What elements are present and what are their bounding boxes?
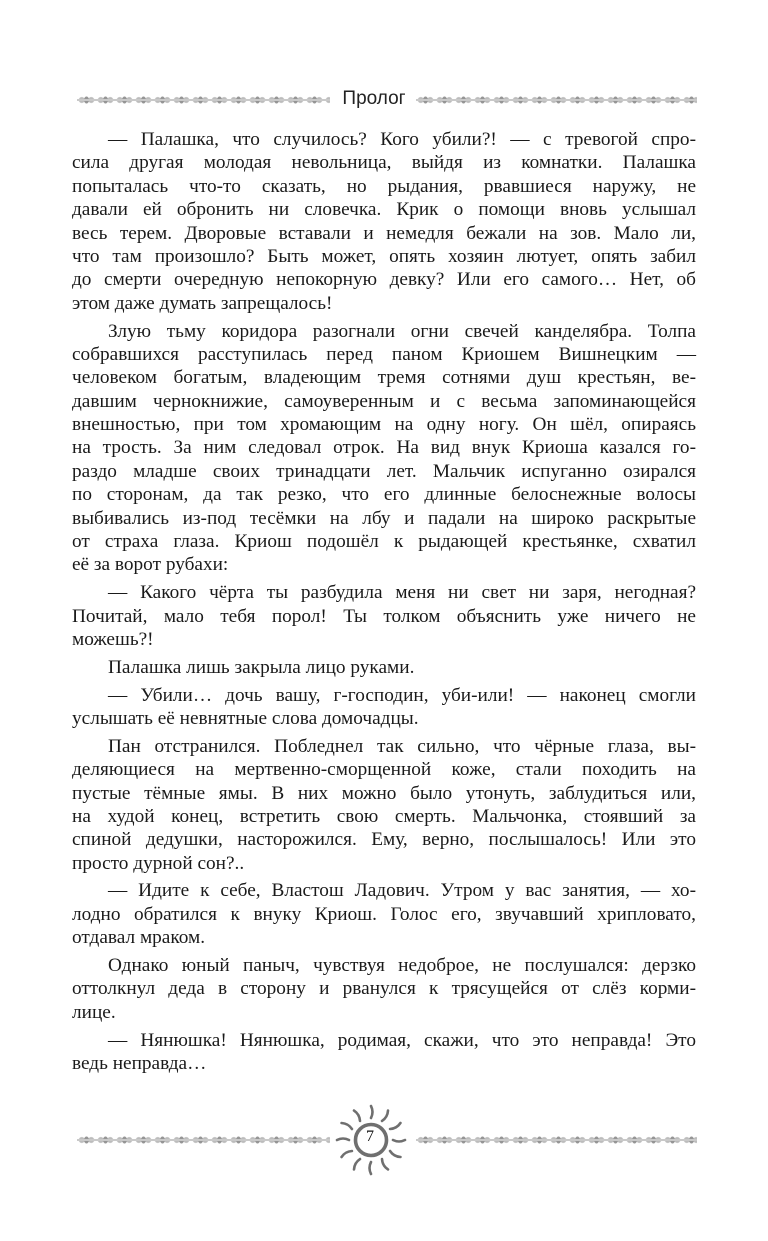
text-line: Пан отстранился. Побледнел так сильно, что чёрные глаза, вы- <box>108 735 696 757</box>
paragraph <box>72 320 696 577</box>
header-ornament-left <box>77 93 330 107</box>
text-line: внешностью, при том хромающим на одну ногу. Он шёл, опираясь <box>72 414 696 436</box>
paragraph <box>72 954 696 1024</box>
text-line: что там произошло? Быть может, опять хозяин лютует, опять забил <box>72 245 696 267</box>
text-line: до смерти очередную непокорную девку? Или его самого… Нет, об <box>72 269 696 291</box>
sun-ray <box>382 1159 388 1169</box>
paragraph <box>72 1029 696 1076</box>
text-line: на худой конец, встретить свою смерть. Мальчонка, стоявший за <box>72 805 696 827</box>
text-line: лодно обратился к внуку Криош. Голос его, звучавший хрипловато, <box>72 903 696 925</box>
paragraph <box>72 735 696 875</box>
text-line: ведь неправда… <box>72 1052 207 1074</box>
text-line: её за ворот рубахи: <box>72 554 229 576</box>
sun-ray <box>342 1123 352 1129</box>
text-line: давшим чернокнижие, самоуверенным и с весьма запоминающейся <box>72 390 696 412</box>
text-line: оттолкнул деда в сторону и рванулся к трясущейся от слёз корми- <box>72 978 696 1000</box>
text-line: давали ей обронить ни словечка. Крик о помощи вновь услышал <box>72 199 696 221</box>
sun-ray <box>382 1111 388 1121</box>
text-line: — Какого чёрта ты разбудила меня ни свет ни заря, негодная? <box>108 582 696 604</box>
text-line: услышать её невнятные слова домочадцы. <box>72 707 419 729</box>
text-line: весь терем. Дворовые вставали и немедля бежали на зов. Мало ли, <box>72 222 696 244</box>
text-line: отдавал мраком. <box>72 927 206 949</box>
text-line: деляющиеся на мертвенно-сморщенной коже, стали походить на <box>72 759 696 781</box>
text-line: сила другая молодая невольница, выйдя из комнатки. Палашка <box>72 152 696 174</box>
paragraph <box>72 879 696 949</box>
text-line: — Убили… дочь вашу, г-господин, уби-или! — наконец смогли <box>108 684 696 706</box>
paragraph <box>72 684 696 731</box>
text-line: Палашка лишь закрыла лицо руками. <box>108 656 415 678</box>
text-line: человеком богатым, владеющим тремя сотнями душ крестьян, ве- <box>72 367 696 389</box>
sun-ray <box>370 1162 372 1174</box>
footer-ornament-right <box>416 1133 697 1147</box>
text-line: выбивались из-под тесёмки на лбу и падали на широко раскрытые <box>72 507 696 529</box>
text-line: лице. <box>72 1001 116 1023</box>
sun-ray <box>390 1151 400 1157</box>
sun-ray <box>393 1140 405 1142</box>
text-line: — Нянюшка! Нянюшка, родимая, скажи, что это неправда! Это <box>108 1029 696 1051</box>
header-ornament-right <box>416 93 697 107</box>
text-line: Однако юный паныч, чувствуя недоброе, не послушался: дерзко <box>108 955 696 977</box>
paragraph <box>72 656 696 679</box>
sun-ray <box>390 1123 400 1129</box>
text-line: пустые тёмные ямы. В них можно было утонуть, заблудиться или, <box>72 782 696 804</box>
page-number: 7 <box>366 1128 374 1145</box>
sun-ray <box>337 1139 349 1141</box>
sun-ray <box>354 1111 360 1121</box>
sun-ray <box>342 1151 352 1157</box>
text-line: просто дурной сон?.. <box>72 852 245 874</box>
text-line: Почитай, мало тебя порол! Ты толком объяснить уже ничего не <box>72 605 696 627</box>
text-line: собравшихся расступилась перед паном Криошем Вишнецким — <box>72 343 696 365</box>
text-line: — Идите к себе, Властош Ладович. Утром у вас занятия, — хо- <box>108 880 696 902</box>
text-line: этом даже думать запрещалось! <box>72 292 333 314</box>
footer-ornament-left <box>77 1133 330 1147</box>
paragraph <box>72 128 696 315</box>
text-line: на трость. За ним следовал отрок. На вид внук Криоша казался го- <box>72 437 696 459</box>
text-line: по сторонам, да так резко, что его длинные белоснежные волосы <box>72 484 696 506</box>
sun-ray <box>354 1159 360 1169</box>
running-title: Пролог <box>342 88 406 109</box>
sun-ray <box>371 1106 373 1118</box>
text-line: от страха глаза. Криош подошёл к рыдающей крестьянке, схватил <box>72 531 696 553</box>
text-line: можешь?! <box>72 628 154 650</box>
text-line: Злую тьму коридора разогнали огни свечей канделябра. Толпа <box>108 320 696 342</box>
text-line: раздо младше своих тринадцати лет. Мальчик испуганно озирался <box>72 460 696 482</box>
text-line: — Палашка, что случилось? Кого убили?! — с тревогой спро- <box>108 129 696 150</box>
text-line: попыталась что-то сказать, но рыдания, рвавшиеся наружу, не <box>72 175 696 197</box>
body-text <box>72 128 696 1080</box>
paragraph <box>72 581 696 651</box>
text-line: спиной дедушки, насторожился. Ему, верно, послышалось! Или это <box>72 829 696 851</box>
